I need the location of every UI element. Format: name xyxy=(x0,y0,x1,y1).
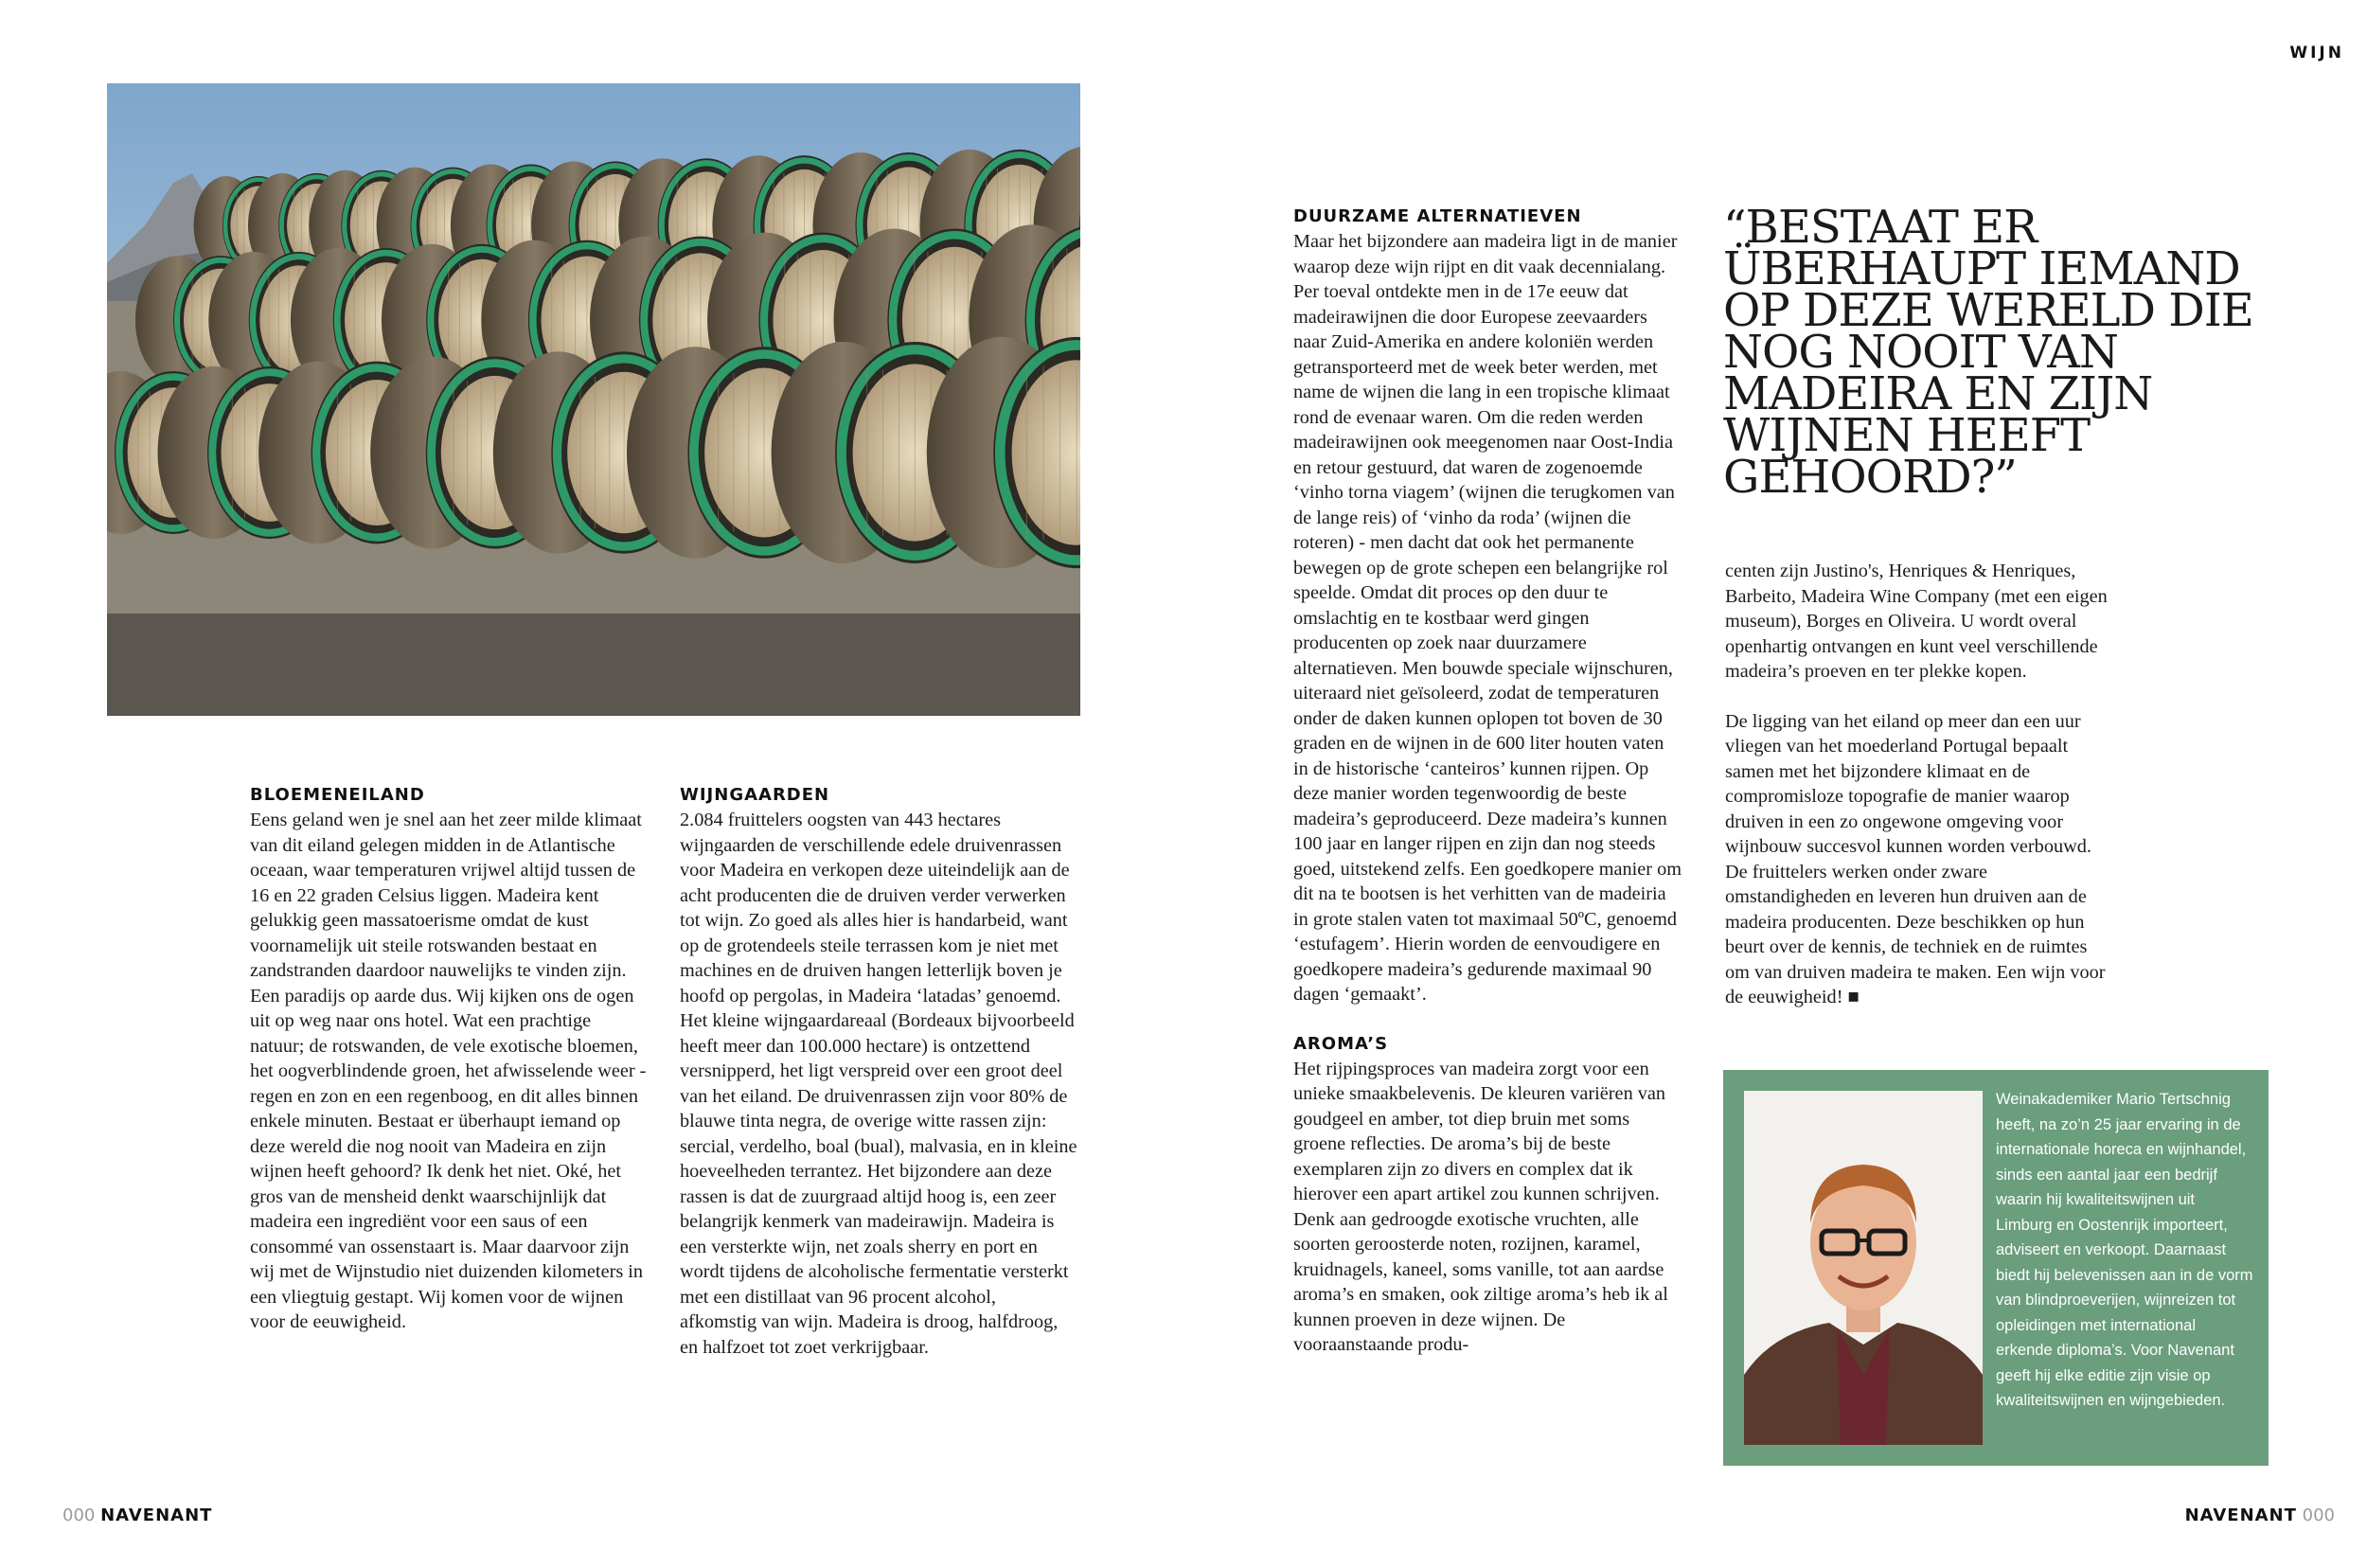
heading-aromas: AROMA’S xyxy=(1293,1033,1389,1054)
body-text: centen zijn Justino's, Henriques & Henriques, Barbeito, Madeira Wine Company (met een eigen museum), Borges en Oliveira. U wordt overal openhartig ontvangen en kunt veel verschillende madeira’s proeven en ter plekke kopen. xyxy=(1725,561,2108,682)
body-text: Eens geland wen je snel aan het zeer milde klimaat van dit eiland gelegen midden in de Atlantische oceaan, waar temperaturen vrijwel altijd tussen de 16 en 22 graden Celsius liggen. Madeira kent gelukkig geen massatoerisme omdat de kust voornamelijk uit steile rotswanden bestaat en zandstranden daardoor nauwelijks te vinden zijn. Een paradijs op aarde dus. Wij kijken ons de ogen uit op weg naar ons hotel. Wat een prachtige natuur; de rotswanden, de vele exotische bloemen, het oogverblindende groen, het afwisselende weer - regen en zon en een regenboog, en dit alles binnen enkele minuten. Bestaat er überhaupt iemand op deze wereld die nog nooit van Madeira en zijn wijnen heeft gehoord? Ik denk het niet. Oké, het gros van de mensheid denkt waarschijnlijk dat madeira een ingrediënt voor een saus of een consommé van ossenstaart is. Maar daarvoor zijn wij met de Wijnstudio niet duizenden kilometers in een vliegtuig gestapt. Wij komen voor de wijnen voor de eeuwigheid. xyxy=(250,810,647,1332)
heading-bloemeneiland: BLOEMENEILAND xyxy=(250,785,425,805)
column-wijngaarden xyxy=(680,783,1077,1360)
section-tag: WIJN xyxy=(2289,44,2344,62)
footer-left xyxy=(62,1506,212,1525)
author-bio-text: Weinakademiker Mario Tertschnig heeft, na zo’n 25 jaar ervaring in de internationale horeca en wijnhandel, sinds een aantal jaar een bedrijf waarin hij kwaliteitswijnen uit Limburg en Oostenrijk importeert, adviseert en verkoopt. Daarnaast biedt hij belevenissen aan in de vorm van blindproeverijen, wijnreizen tot opleidingen met international erkende diploma’s. Voor Navenant geeft hij elke editie zijn visie op kwaliteitswijnen en wijngebieden. xyxy=(1996,1091,2253,1409)
wine-barrels-photo xyxy=(107,83,1080,716)
column-bloemeneiland xyxy=(250,783,648,1335)
body-text: Het rijpingsproces van madeira zorgt voor een unieke smaakbelevenis. De kleuren variëren van goudgeel en amber, tot diep bruin met soms groene reflecties. De aroma’s bij de beste exemplaren zijn zo divers en complex dat ik hierover een apart artikel zou kunnen schrijven. Denk aan gedroogde exotische vruchten, alle soorten geroosterde noten, rozijnen, karamel, kruidnagels, kaneel, soms vanille, tot aan aardse aroma’s en smaken, ook ziltige aroma’s heb ik al kunnen proeven in deze wijnen. De vooraanstaande produ- xyxy=(1293,1058,1668,1355)
magazine-brand-right: NAVENANT xyxy=(2184,1506,2297,1525)
body-text: 2.084 fruittelers oogsten van 443 hectares wijngaarden de verschillende edele druivenrassen voor Madeira en verkopen deze uiteindelijk aan de acht producenten die de druiven verder verwerken tot wijn. Zo goed als alles hier is handarbeid, want op de grotendeels steile terrassen kom je niet met machines en de druiven hangen letterlijk boven je hoofd op pergolas, in Madeira ‘latadas’ genoemd. Het kleine wijngaardareaal (Bordeaux bijvoorbeeld heeft meer dan 100.000 hectare) is ontzettend versnipperd, het ligt verspreid over een groot deel van het eiland. De druivenrassen zijn voor 80% de blauwe tinta negra, de overige witte rassen zijn: sercial, verdelho, boal (bual), malvasia, en in kleine hoeveelheden terrantez. Het bijzondere aan deze rassen is dat de zuurgraad altijd hoog is, een zeer belangrijk kenmerk van madeirawijn. Madeira is een versterkte wijn, net zoals sherry en port en wordt tijdens de alcoholische fermentatie versterkt met een distillaat van 96 procent alcohol, afkomstig van wijn. Madeira is droog, halfdroog, en halfzoet tot zoet verkrijgbaar. xyxy=(680,810,1077,1358)
author-photo xyxy=(1744,1091,1983,1445)
footer-right xyxy=(2185,1506,2335,1525)
column-producenten xyxy=(1725,559,2113,1010)
page-number-left: 000 xyxy=(62,1506,96,1525)
barrel xyxy=(927,337,1080,568)
magazine-brand-left: NAVENANT xyxy=(100,1506,213,1525)
heading-wijngaarden: WIJNGAARDEN xyxy=(680,785,830,805)
body-text: De ligging van het eiland op meer dan een uur vliegen van het moederland Portugal bepaalt samen met het bijzondere klimaat en de compromisloze topografie de manier waarop druiven in een zo ongewone omgeving voor wijnbouw succesvol kunnen worden verbouwd. De fruittelers werken onder zware omstandigheden en leveren hun druiven aan de madeira producenten. Deze beschikken op hun beurt over de kennis, de techniek en de ruimtes om van druiven madeira te maken. Een wijn voor de eeuwigheid! ■ xyxy=(1725,710,2106,1007)
column-duurzame-alternatieven xyxy=(1293,205,1682,1358)
author-bio-box xyxy=(1723,1070,2269,1466)
author-portrait xyxy=(1744,1091,1983,1445)
barrels-image xyxy=(107,83,1080,716)
pull-quote: “BESTAAT ER ÜBERHAUPT IEMAND OP DEZE WERELD DIE NOG NOOIT VAN MADEIRA EN ZIJN WIJNEN HEEFT GEHOORD?” xyxy=(1723,201,2253,504)
heading-duurzame-alternatieven: DUURZAME ALTERNATIEVEN xyxy=(1293,206,1582,226)
page-number-right: 000 xyxy=(2302,1506,2335,1525)
body-text: Maar het bijzondere aan madeira ligt in de manier waarop deze wijn rijpt en dit vaak decennialang. Per toeval ontdekte men in de 17e eeuw dat madeirawijnen die door Europese zeevaarders naar Zuid-Amerika en andere koloniën werden getransporteerd met de week beter werden, met name de wijnen die lang in een tropische klimaat rond de evenaar waren. Om die reden werden madeirawijnen ook meegenomen naar Oost-India en retour gestuurd, dat waren de zogenoemde ‘vinho torna viagem’ (wijnen die terugkomen van de lange reis) of ‘vinho da roda’ (wijnen die roteren) - men dacht dat ook het permanente bewegen op de grote schepen een belangrijke rol speelde. Omdat dit proces op den duur te omslachtig en te kostbaar werd gingen producenten op zoek naar duurzamere alternatieven. Men bouwde speciale wijnschuren, uiteraard niet geïsoleerd, zodat de temperaturen onder de daken kunnen oplopen tot boven de 30 graden en de wijnen in de 600 liter houten vaten in de historische ‘canteiros’ kunnen rijpen. Op deze manier worden tegenwoordig de beste madeira’s geproduceerd. Deze madeira’s kunnen 100 jaar en langer rijpen en zijn dan nog steeds goed, uitstekend zelfs. Een goedkopere manier om dit na te bootsen is het verhitten van de madeiria in grote stalen vaten tot maximaal 50ºC, genoemd ‘estufagem’. Hierin worden de eenvoudigere en goedkopere madeira’s gedurende maximaal 90 dagen ‘gemaakt’. xyxy=(1293,231,1682,1005)
